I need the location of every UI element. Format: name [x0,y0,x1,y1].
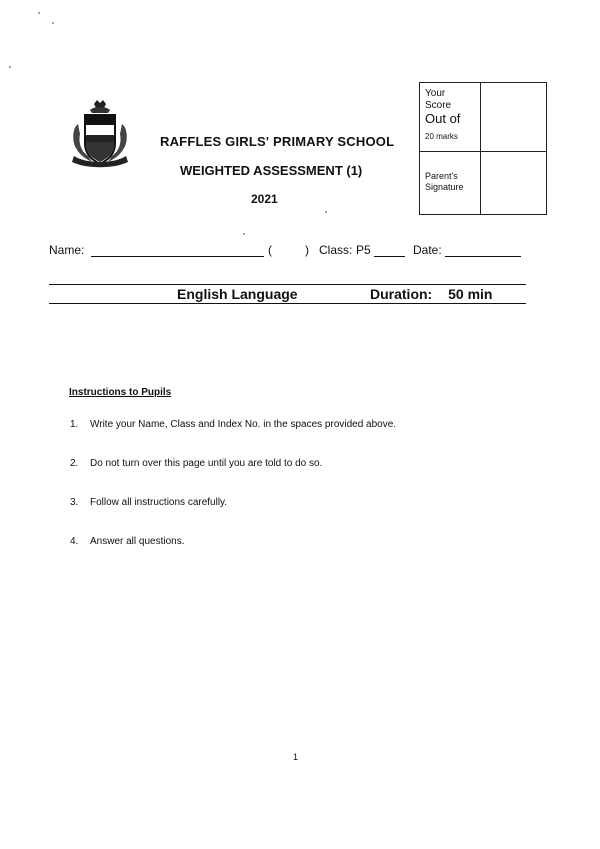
scan-speck [38,12,40,14]
instruction-text: Answer all questions. [90,536,185,547]
name-label: Name: [49,243,85,257]
date-field[interactable] [445,256,521,257]
index-paren-close: ) [305,243,309,257]
parent-signature-label: Parent's Signature [425,171,464,192]
instruction-item [70,536,185,547]
scan-speck [52,22,54,24]
scan-speck [9,66,11,68]
school-crest-logo [68,98,132,170]
instruction-text: Do not turn over this page until you are told to do so. [90,458,323,469]
instruction-number: 4. [70,536,79,547]
assessment-title: WEIGHTED ASSESSMENT (1) [180,163,363,178]
page-number: 1 [293,752,299,762]
instruction-number: 3. [70,497,79,508]
total-marks-label: 20 marks [425,132,458,141]
date-label: Date: [413,243,442,257]
duration-label: Duration: [370,286,433,302]
score-box-divider [480,83,481,214]
class-label: Class: [319,243,353,257]
instruction-text: Follow all instructions carefully. [90,497,228,508]
school-name: RAFFLES GIRLS' PRIMARY SCHOOL [160,134,395,149]
index-paren-open: ( [268,243,272,257]
instruction-text: Write your Name, Class and Index No. in the spaces provided above. [90,419,397,430]
subject-title: English Language [177,286,298,302]
out-of-label: Out of [425,111,461,126]
class-value: P5 [356,243,371,257]
name-field[interactable] [91,256,264,257]
instructions-title: Instructions to Pupils [69,387,172,398]
class-field[interactable] [374,256,405,257]
subject-rule-top [49,284,526,285]
scan-speck [325,211,327,213]
subject-rule-bottom [49,303,526,304]
scan-speck [243,233,245,235]
score-box-divider [420,151,546,152]
assessment-year: 2021 [251,192,278,206]
instruction-item [70,419,396,430]
duration [370,286,492,302]
duration-value: 50 min [448,286,493,302]
score-box [419,82,547,215]
your-score-label: Your Score [425,88,452,111]
instruction-item [70,458,322,469]
instruction-number: 1. [70,419,79,430]
instruction-number: 2. [70,458,79,469]
instruction-item [70,497,227,508]
